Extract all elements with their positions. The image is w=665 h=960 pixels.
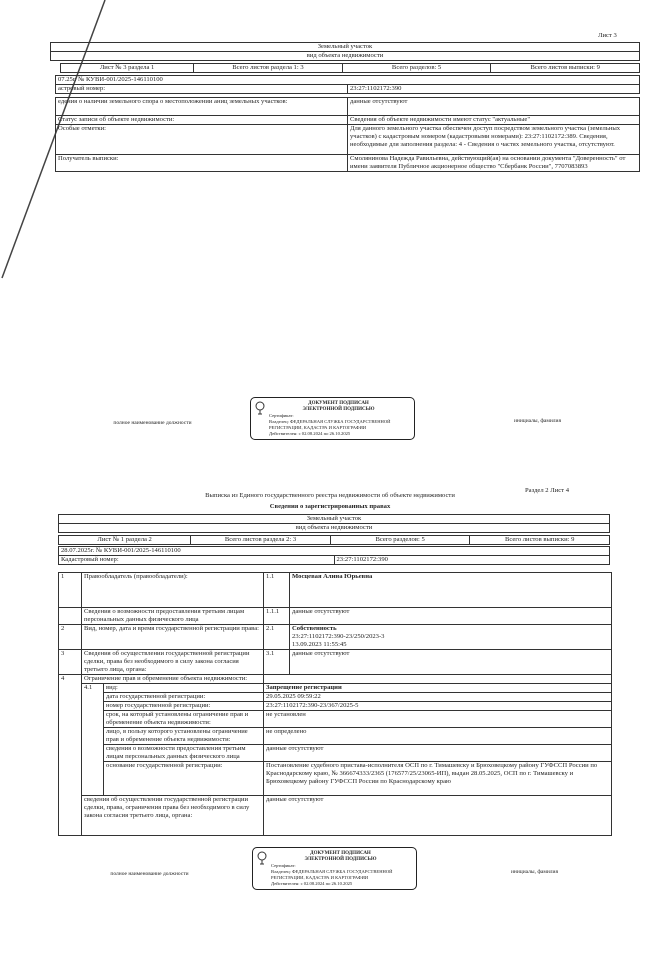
registration-date: 13.09.2023 11:55:45 xyxy=(292,641,347,648)
electronic-signature-stamp xyxy=(250,397,415,440)
stamp-certificate: Сертификат: xyxy=(271,863,296,868)
total-sections: Всего разделов: 5 xyxy=(330,536,470,545)
encumbrance-value: 29.05.2025 09:59:22 xyxy=(264,693,612,702)
row-label: астровый номер: xyxy=(56,85,348,94)
position-caption: полное наименование должности xyxy=(113,420,192,426)
row-code: 1.1.1 xyxy=(264,608,290,625)
row-code: 1.1 xyxy=(264,573,290,608)
encumbrance-value: Постановление судебного пристава-исполнителя ОСП по г. Тимашевску и Брюховецкому району ГУФССП России по Краснодарскому краю, № 366674333/2365 (176577/25/23065-ИП), выдан 28.05.2025, ОСП по г. Тимашевску и Брюховецкому району ГУФССП России по Краснодарскому краю xyxy=(264,762,612,796)
stamp-title: ЭЛЕКТРОННОЙ ПОДПИСЬЮ xyxy=(304,857,377,862)
encumbrance-value: не определено xyxy=(264,728,612,745)
encumbrance-value: 23:27:1102172:390-23/367/2025-5 xyxy=(264,702,612,711)
encumbrance-value: данные отсутствуют xyxy=(264,796,612,836)
object-type-caption: вид объекта недвижимости xyxy=(59,524,610,533)
row-label: Сведения о возможности предоставления третьим лицам персональных данных физического лица xyxy=(82,608,264,625)
sheet-label: Лист 3 xyxy=(598,32,617,39)
encumbrance-label: основание государственной регистрации: xyxy=(104,762,264,796)
row-label: едения о наличии земельного спора о местоположении аниц земельных участков: xyxy=(56,98,348,116)
cad-value: 23:27:1102172:390 xyxy=(334,556,610,565)
row-number: 3 xyxy=(59,650,82,675)
object-type: Земельный участок xyxy=(59,515,610,524)
total-section-sheets: Всего листов раздела 2: 3 xyxy=(191,536,331,545)
row-label: Ограничение прав и обременение объекта недвижимости: xyxy=(82,675,264,684)
row-value: Для данного земельного участка обеспечен доступ посредством земельного участка (земельных участков) с кадастровым номером (кадастровыми номерами): 23:27:1102172:389. Сведения, необходимые для заполнения раздела: 4 - Сведения о частях земельного участка, отсутствуют. xyxy=(348,125,640,155)
object-type: Земельный участок xyxy=(51,43,640,52)
row-label: Особые отметки: xyxy=(56,125,348,155)
name-caption: инициалы, фамилия xyxy=(513,418,562,424)
row-number: 1 xyxy=(59,573,82,608)
row-value: Сведения об объекте недвижимости имеют статус "актуальные" xyxy=(348,116,640,125)
page2-sheet-table xyxy=(58,535,610,545)
right-type: Собственность xyxy=(292,625,337,632)
section-sheet-label: Раздел 2 Лист 4 xyxy=(525,487,569,494)
stamp-title: ДОКУМЕНТ ПОДПИСАН xyxy=(310,851,371,856)
emblem-icon xyxy=(256,851,268,865)
row-number: 4 xyxy=(59,675,82,836)
total-sheets: Всего листов выписки: 9 xyxy=(470,536,610,545)
encumbrance-label: номер государственной регистрации: xyxy=(104,702,264,711)
page1-sheet-table xyxy=(60,63,640,73)
document-subtitle: Сведения о зарегистрированных правах xyxy=(269,503,391,510)
owner-name: Мосцевая Алина Юрьевна xyxy=(290,573,612,608)
encumbrance-label: сведения о возможности предоставления третьим лицам персональных данных физического лица xyxy=(104,745,264,762)
encumbrance-label: вид: xyxy=(104,684,264,693)
row-value: данные отсутствуют xyxy=(290,650,612,675)
stamp-certificate: Сертификат: xyxy=(269,413,294,418)
stamp-validity: Действителен: с 02.08.2024 по 26.10.2025 xyxy=(269,431,351,436)
encumbrance-label: лицо, в пользу которого установлены ограничение прав и обременение объекта недвижимости: xyxy=(104,728,264,745)
row-code: 2.1 xyxy=(264,625,290,650)
total-sections: Всего разделов: 5 xyxy=(342,64,491,73)
sheet-number: Лист № 1 раздела 2 xyxy=(59,536,191,545)
document-title: Выписка из Единого государственного реестра недвижимости об объекте недвижимости xyxy=(205,492,455,499)
row-label: Сведения об осуществлении государственной регистрации сделки, права без необходимого в силу закона согласия третьего лица, органа: xyxy=(82,650,264,675)
stamp-owner: Владелец: ФЕДЕРАЛЬНАЯ СЛУЖБА ГОСУДАРСТВЕННОЙ РЕГИСТРАЦИИ, КАДАСТРА И КАРТОГРАФИИ xyxy=(271,869,393,880)
rights-table xyxy=(58,572,612,836)
encumbrance-value: не установлен xyxy=(264,711,612,728)
row-code: 4.1 xyxy=(82,684,104,796)
total-sheets: Всего листов выписки: 9 xyxy=(491,64,640,73)
encumbrance-label: сведения об осуществлении государственной регистрации сделки, права, ограничения права без необходимого в силу закона согласия третьего лица, органа: xyxy=(82,796,264,836)
row-value: 23:27:1102172:390 xyxy=(348,85,640,94)
row-value: Смолянинова Надежда Равильевна, действующий(ая) на основании документа "Доверенность" от имени заявителя Публичное акционерное общество "Сбербанк России", 7707083893 xyxy=(348,155,640,172)
row-value: данные отсутствуют xyxy=(290,608,612,625)
page2-cad-table xyxy=(58,546,610,565)
emblem-icon xyxy=(254,401,266,415)
row-label: Статус записи об объекте недвижимости: xyxy=(56,116,348,125)
row-label: Получатель выписки: xyxy=(56,155,348,172)
cad-label: Кадастровый номер: xyxy=(59,556,335,565)
encumbrance-value: Запрещение регистрации xyxy=(264,684,612,693)
sheet-number: Лист № 3 раздела 1 xyxy=(61,64,194,73)
extract-date-number: 07.25г. № КУВИ-001/2025-146110100 xyxy=(56,76,640,85)
page2-header-table xyxy=(58,514,610,533)
object-type-caption: вид объекта недвижимости xyxy=(51,52,640,61)
row-number: 2 xyxy=(59,625,82,650)
encumbrance-label: дата государственной регистрации: xyxy=(104,693,264,702)
row-label: Вид, номер, дата и время государственной регистрации права: xyxy=(82,625,264,650)
encumbrance-value: данные отсутствуют xyxy=(264,745,612,762)
stamp-owner: Владелец: ФЕДЕРАЛЬНАЯ СЛУЖБА ГОСУДАРСТВЕННОЙ РЕГИСТРАЦИИ, КАДАСТРА И КАРТОГРАФИИ xyxy=(269,419,391,430)
page1-header-table xyxy=(50,42,640,61)
row-label: Правообладатель (правообладатели): xyxy=(82,573,264,608)
position-caption: полное наименование должности xyxy=(110,871,189,877)
row-code: 3.1 xyxy=(264,650,290,675)
registration-number: 23:27:1102172:390-23/250/2023-3 xyxy=(292,633,385,640)
extract-date-number: 28.07.2025г. № КУВИ-001/2025-146110100 xyxy=(59,547,610,556)
stamp-title: ДОКУМЕНТ ПОДПИСАН xyxy=(308,401,369,406)
stamp-title: ЭЛЕКТРОННОЙ ПОДПИСЬЮ xyxy=(302,407,375,412)
page1-data-table xyxy=(55,75,640,172)
row-value: данные отсутствуют xyxy=(348,98,640,116)
electronic-signature-stamp xyxy=(252,847,417,890)
encumbrance-label: срок, на который установлены ограничение прав и обременение объекта недвижимости: xyxy=(104,711,264,728)
total-section-sheets: Всего листов раздела 1: 3 xyxy=(194,64,343,73)
name-caption: инициалы, фамилия xyxy=(510,869,559,875)
stamp-validity: Действителен: с 02.08.2024 по 26.10.2025 xyxy=(271,881,353,886)
